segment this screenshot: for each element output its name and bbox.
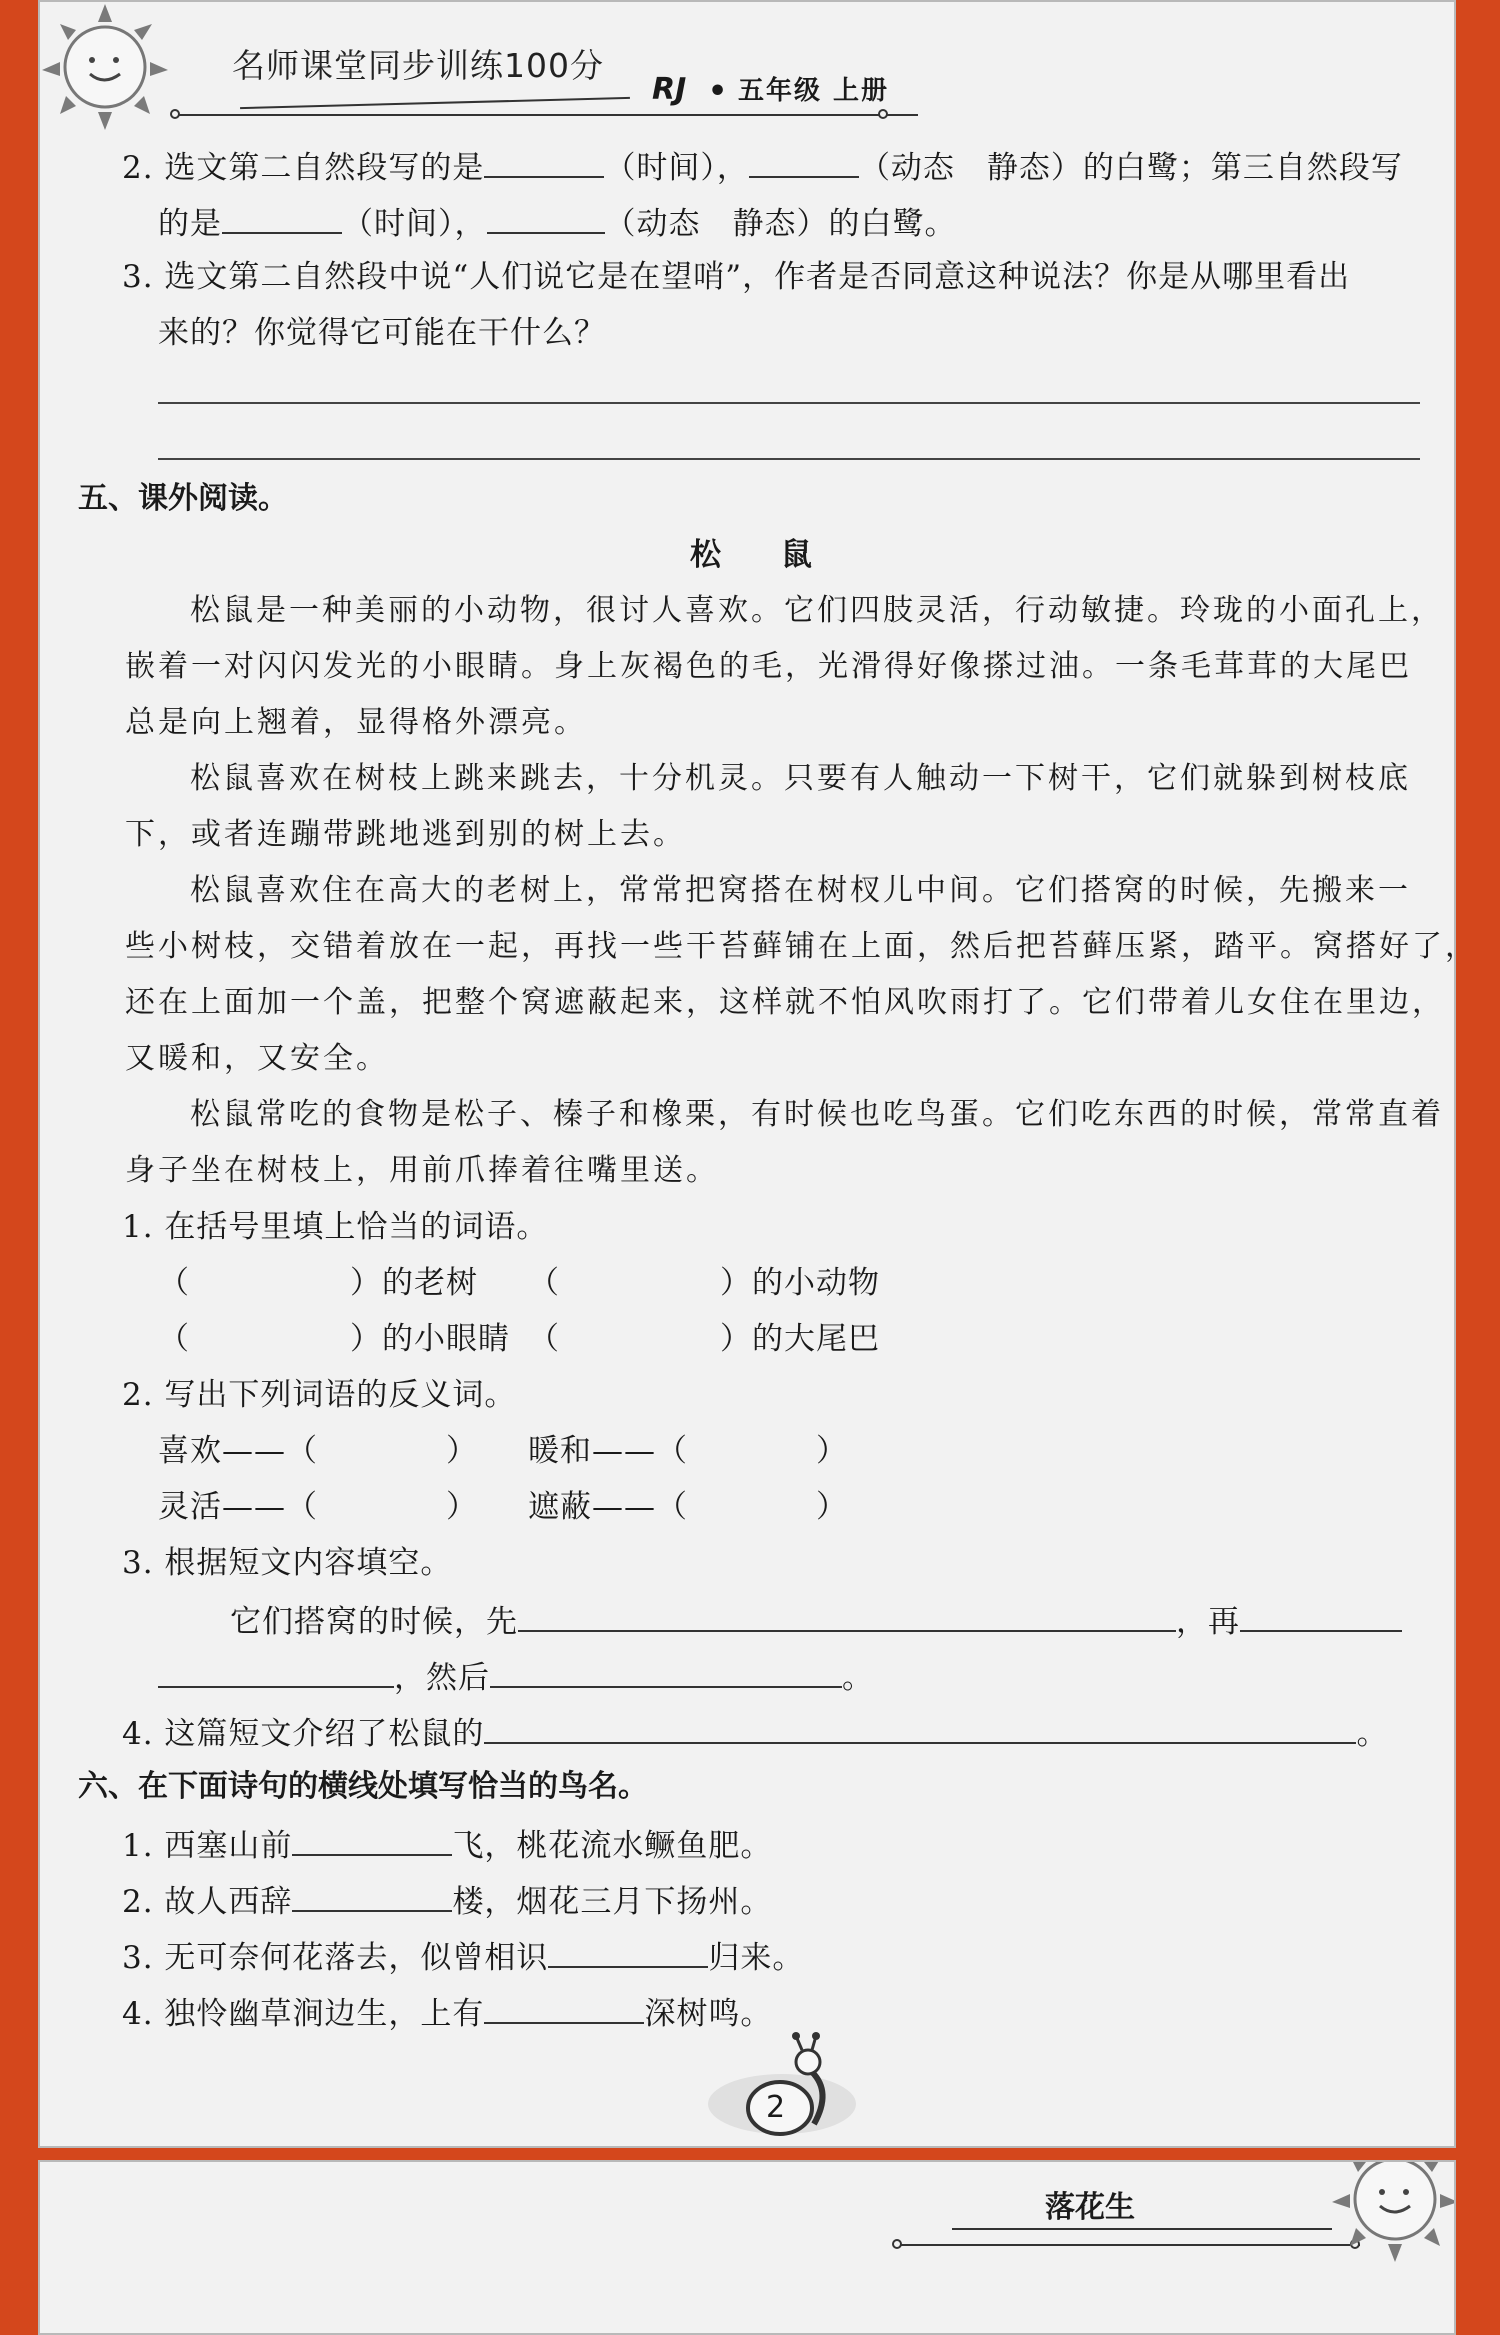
answer-blank[interactable] xyxy=(518,1604,1176,1632)
passage-line: 松鼠常吃的食物是松子、榛子和橡栗，有时候也吃鸟蛋。它们吃东西的时候，常常直着 xyxy=(190,1097,1444,1132)
answer-line[interactable] xyxy=(158,402,1420,404)
section5-heading: 五、课外阅读。 xyxy=(78,481,288,516)
answer-blank[interactable] xyxy=(292,1828,452,1856)
answer-blank[interactable] xyxy=(292,1884,452,1912)
next-page-slash-line xyxy=(952,2228,1332,2230)
q4-2-line2: 的是 （时间）， （动态 静态）的白鹭。 xyxy=(158,206,957,242)
answer-blank[interactable] xyxy=(487,206,605,234)
answer-blank[interactable] xyxy=(484,150,604,178)
poem-line: 3. 无可奈何花落去，似曾相识 归来。 xyxy=(122,1940,805,1976)
passage-line: 松鼠喜欢在树枝上跳来跳去，十分机灵。只要有人触动一下树干，它们就躲到树枝底 xyxy=(190,761,1411,796)
answer-blank[interactable] xyxy=(484,1716,1356,1744)
q5-2-item[interactable]: 遮蔽——（ ） xyxy=(528,1489,848,1525)
passage-line: 还在上面加一个盖，把整个窝遮蔽起来，这样就不怕风吹雨打了。它们带着儿女住在里边， xyxy=(125,985,1445,1020)
q4-2-line1: 2. 选文第二自然段写的是 （时间）， （动态 静态）的白鹭；第三自然段写 xyxy=(122,150,1403,186)
answer-blank[interactable] xyxy=(749,150,859,178)
edition-separator: • xyxy=(708,74,728,109)
passage-line: 嵌着一对闪闪发光的小眼睛。身上灰褐色的毛，光滑得好像搽过油。一条毛茸茸的大尾巴 xyxy=(125,649,1412,684)
passage-line: 身子坐在树枝上，用前爪捧着往嘴里送。 xyxy=(125,1153,719,1188)
passage-line: 些小树枝，交错着放在一起，再找一些干苔藓铺在上面，然后把苔藓压紧，踏平。窝搭好了， xyxy=(125,929,1478,964)
section6-heading: 六、在下面诗句的横线处填写恰当的鸟名。 xyxy=(78,1769,648,1804)
q5-1-prompt: 1. 在括号里填上恰当的词语。 xyxy=(122,1209,549,1245)
poem-line: 1. 西塞山前 飞，桃花流水鳜鱼肥。 xyxy=(122,1828,773,1864)
passage-line: 总是向上翘着，显得格外漂亮。 xyxy=(125,705,587,740)
answer-blank[interactable] xyxy=(484,1996,644,2024)
edition-label: RJ xyxy=(652,72,687,107)
q5-3-prompt: 3. 根据短文内容填空。 xyxy=(122,1545,453,1581)
q5-2-item[interactable]: 喜欢——（ ） xyxy=(158,1433,478,1469)
q5-4-line: 4. 这篇短文介绍了松鼠的 。 xyxy=(122,1716,1389,1752)
header-line-dot xyxy=(170,109,180,119)
header-underline xyxy=(178,114,918,116)
passage-line: 松鼠是一种美丽的小动物，很讨人喜欢。它们四肢灵活，行动敏捷。玲珑的小面孔上， xyxy=(190,593,1444,628)
q5-1-item[interactable]: （ ）的小眼睛 xyxy=(158,1321,510,1357)
q5-2-prompt: 2. 写出下列词语的反义词。 xyxy=(122,1377,517,1413)
q5-1-item[interactable]: （ ）的老树 xyxy=(158,1265,478,1301)
workbook-page xyxy=(38,0,1478,2148)
answer-blank[interactable] xyxy=(158,1660,394,1688)
q4-3-line2: 来的？你觉得它可能在干什么？ xyxy=(158,315,606,351)
answer-blank[interactable] xyxy=(222,206,342,234)
q5-1-item[interactable]: （ ）的小动物 xyxy=(528,1265,880,1301)
passage-title: 松鼠 xyxy=(690,537,872,573)
passage-line: 下，或者连蹦带跳地逃到别的树上去。 xyxy=(125,817,686,852)
next-page-underline xyxy=(900,2244,1360,2246)
sun-mascot-icon xyxy=(1330,2160,1456,2264)
q5-3-line2: ，然后 。 xyxy=(158,1660,874,1694)
header-slash-line xyxy=(240,97,630,109)
q5-1-item[interactable]: （ ）的大尾巴 xyxy=(528,1321,880,1357)
q5-2-item[interactable]: 灵活——（ ） xyxy=(158,1489,478,1525)
poem-line: 4. 独怜幽草涧边生，上有 深树鸣。 xyxy=(122,1996,773,2032)
q4-3-line1: 3. 选文第二自然段中说“人们说它是在望哨”，作者是否同意这种说法？你是从哪里看出 xyxy=(122,259,1351,295)
q5-2-item[interactable]: 暖和——（ ） xyxy=(528,1433,848,1469)
page-number: 2 xyxy=(766,2090,786,2125)
snail-page-badge-icon xyxy=(702,2032,862,2142)
passage-line: 又暖和，又安全。 xyxy=(125,1041,389,1076)
next-page-title: 落花生 xyxy=(1045,2190,1135,2225)
q5-3-line1: 它们搭窝的时候，先 ，再 xyxy=(230,1604,1402,1638)
passage-line: 松鼠喜欢住在高大的老树上，常常把窝搭在树杈儿中间。它们搭窝的时候，先搬来一 xyxy=(190,873,1411,908)
grade-label: 五年级 上册 xyxy=(738,76,890,106)
answer-blank[interactable] xyxy=(1240,1604,1402,1632)
next-page-preview xyxy=(38,2160,1456,2335)
answer-line[interactable] xyxy=(158,458,1420,460)
next-page-line-dot xyxy=(892,2239,902,2249)
header-line-dot xyxy=(878,109,888,119)
answer-blank[interactable] xyxy=(490,1660,842,1688)
answer-blank[interactable] xyxy=(548,1940,708,1968)
series-title: 名师课堂同步训练100分 xyxy=(232,46,604,85)
sun-mascot-icon xyxy=(40,2,170,132)
poem-line: 2. 故人西辞 楼，烟花三月下扬州。 xyxy=(122,1884,773,1920)
